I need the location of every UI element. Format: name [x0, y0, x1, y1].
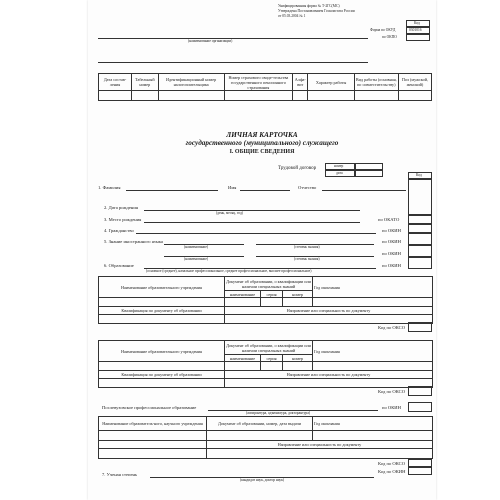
form-approval: Утверждена Постановлением Госкомстата России	[278, 9, 355, 13]
col-header-inn: Идентификационный номер налогоплательщика	[158, 74, 224, 91]
col-header-snils: Номер страхового свиде-тельства государственного пенсионного страхования	[224, 74, 292, 91]
patronymic-field[interactable]	[322, 190, 406, 191]
okso-code-box-2[interactable]	[408, 386, 432, 396]
name-label: Имя	[228, 185, 237, 190]
language-label: 5. Знание иностранного языка	[104, 239, 163, 244]
birthdate-field[interactable]	[144, 210, 360, 211]
language-code-box-1[interactable]	[408, 233, 432, 245]
degree-label: 7. Ученая степень	[102, 472, 138, 477]
citizenship-code-box[interactable]	[408, 224, 432, 233]
card-title: ЛИЧНАЯ КАРТОЧКА	[226, 131, 298, 139]
org-name-line[interactable]	[98, 38, 368, 39]
citizenship-label: 4. Гражданство	[104, 228, 134, 233]
document-page: Унифицированная форма № Т-2ГС(МС) Утверждена Постановлением Госкомстата России от 05.03.2004 № 1 Код 0301016 Форма по ОКУД по ОКПО (наименование организации) Дата состав-ления Табельный номер Идентификационный номер налогоплательщика Номер страхового свиде-тельства государственного пенсионного страхования Алфа-вит Характер работы Вид работы (основная, по совместительству) Пол (мужской, женский) ЛИЧНАЯ КАРТОЧКА государственного (муниципального) служащего I. ОБЩИЕ СВЕДЕНИЯ Трудовой договор номер дата Код 1. Фамилия Имя Отчество 2. Дата рождения (день, месяц, год) 3. Место рождения по ОКАТО 4. Гражданство по ОКИН 5. Знание иностранного языка (наименование) (степень знания) по ОКИН (наименование) (степень знания) по ОКИН 6. Образование (основное (среднее), начальное профессиональное, среднее профессиональное, высшее профессиональное) по ОКИН Наименование образовательного учреждения Документ об образовании, о квалификации или наличии специальных знаний Год окончания наименование серия номер Квалификация по документу об образовании Направление или специальность по документу Код по ОКСО Наименование образовательного учреждения Документ об образовании, о квалификации или наличии специальных знаний Год окончания наименование серия номер Квалификация по документу об образовании Направление или специальность по документу Код по ОКСО Послевузовское профессиональное образование (аспирантура, адъюнктура, докторантура) по ОКИН Наименование образователь-ного, научного учреждения Документ об образовании, номер, дата выдачи Год окончания Направление или специальность по документу Код по ОКСО Код по ОКИН 7. Ученая степень (кандидат наук, доктор наук)	[88, 0, 436, 500]
birthdate-label: 2. Дата рождения	[104, 205, 138, 210]
birthplace-field[interactable]	[144, 222, 360, 223]
col-header-gender: Пол (мужской, женский)	[398, 74, 431, 91]
name-field[interactable]	[240, 190, 290, 191]
org-caption: (наименование организации)	[188, 39, 233, 43]
postgrad-okin-box[interactable]	[408, 467, 432, 475]
col-header-work-type: Вид работы (основная, по совместительству)	[354, 74, 398, 91]
col-header-tabnum: Табельный номер	[132, 74, 158, 91]
education-table-2: Наименование образовательного учреждения Документ об образовании, о квалификации или наличии специальных знаний Год окончания наименование серия номер Квалификация по документу об образовании Направление или специальность по документу	[98, 340, 433, 388]
patronymic-label: Отчество	[298, 185, 317, 190]
postgrad-code-box[interactable]	[408, 402, 432, 412]
top-info-table	[98, 73, 432, 101]
contract-number-field[interactable]	[355, 163, 383, 170]
education-label: 6. Образование	[104, 263, 134, 268]
contract-label: Трудовой договор	[278, 166, 317, 171]
okud-box	[406, 27, 430, 34]
okpo-label: по ОКПО	[382, 35, 397, 39]
contract-date-field[interactable]	[355, 170, 383, 177]
education-code-box[interactable]	[408, 257, 432, 269]
code-header-box: Код	[406, 20, 430, 27]
card-subtitle: государственного (муниципального) служащего	[185, 139, 339, 147]
birthplace-label: 3. Место рождения	[104, 217, 142, 222]
section-general-title: I. ОБЩИЕ СВЕДЕНИЯ	[229, 149, 295, 155]
okato-code-box[interactable]	[408, 215, 432, 224]
col-header-alphabet: Алфа-вит	[293, 74, 308, 91]
col-header-work-nature: Характер работы	[308, 74, 354, 91]
col-header-date: Дата состав-ления	[99, 74, 132, 91]
education-table-1: Наименование образовательного учреждения Документ об образовании, о квалификации или наличии специальных знаний Год окончания наименование серия номер Квалификация по документу об образовании Направление или специальность по документу	[98, 276, 433, 324]
code-column-a	[408, 179, 432, 215]
okpo-box[interactable]	[406, 34, 430, 41]
citizenship-field[interactable]	[136, 233, 376, 234]
form-approval-date: от 05.03.2004 № 1	[278, 14, 306, 18]
okud-label: Форма по ОКУД	[370, 28, 396, 32]
okso-code-box-1[interactable]	[408, 322, 432, 332]
language-code-box-2[interactable]	[408, 245, 432, 257]
okud-value: 0301016	[409, 28, 422, 32]
surname-label: 1. Фамилия	[98, 185, 121, 190]
surname-field[interactable]	[126, 190, 218, 191]
postgrad-label: Послевузовское профессиональное образование	[102, 405, 197, 410]
postgrad-table: Наименование образователь-ного, научного учреждения Документ об образовании, номер, дата выдачи Год окончания Направление или специальность по документу	[98, 416, 433, 459]
postgrad-okso-box[interactable]	[408, 459, 432, 467]
form-number: Унифицированная форма № Т-2ГС(МС)	[278, 4, 340, 8]
